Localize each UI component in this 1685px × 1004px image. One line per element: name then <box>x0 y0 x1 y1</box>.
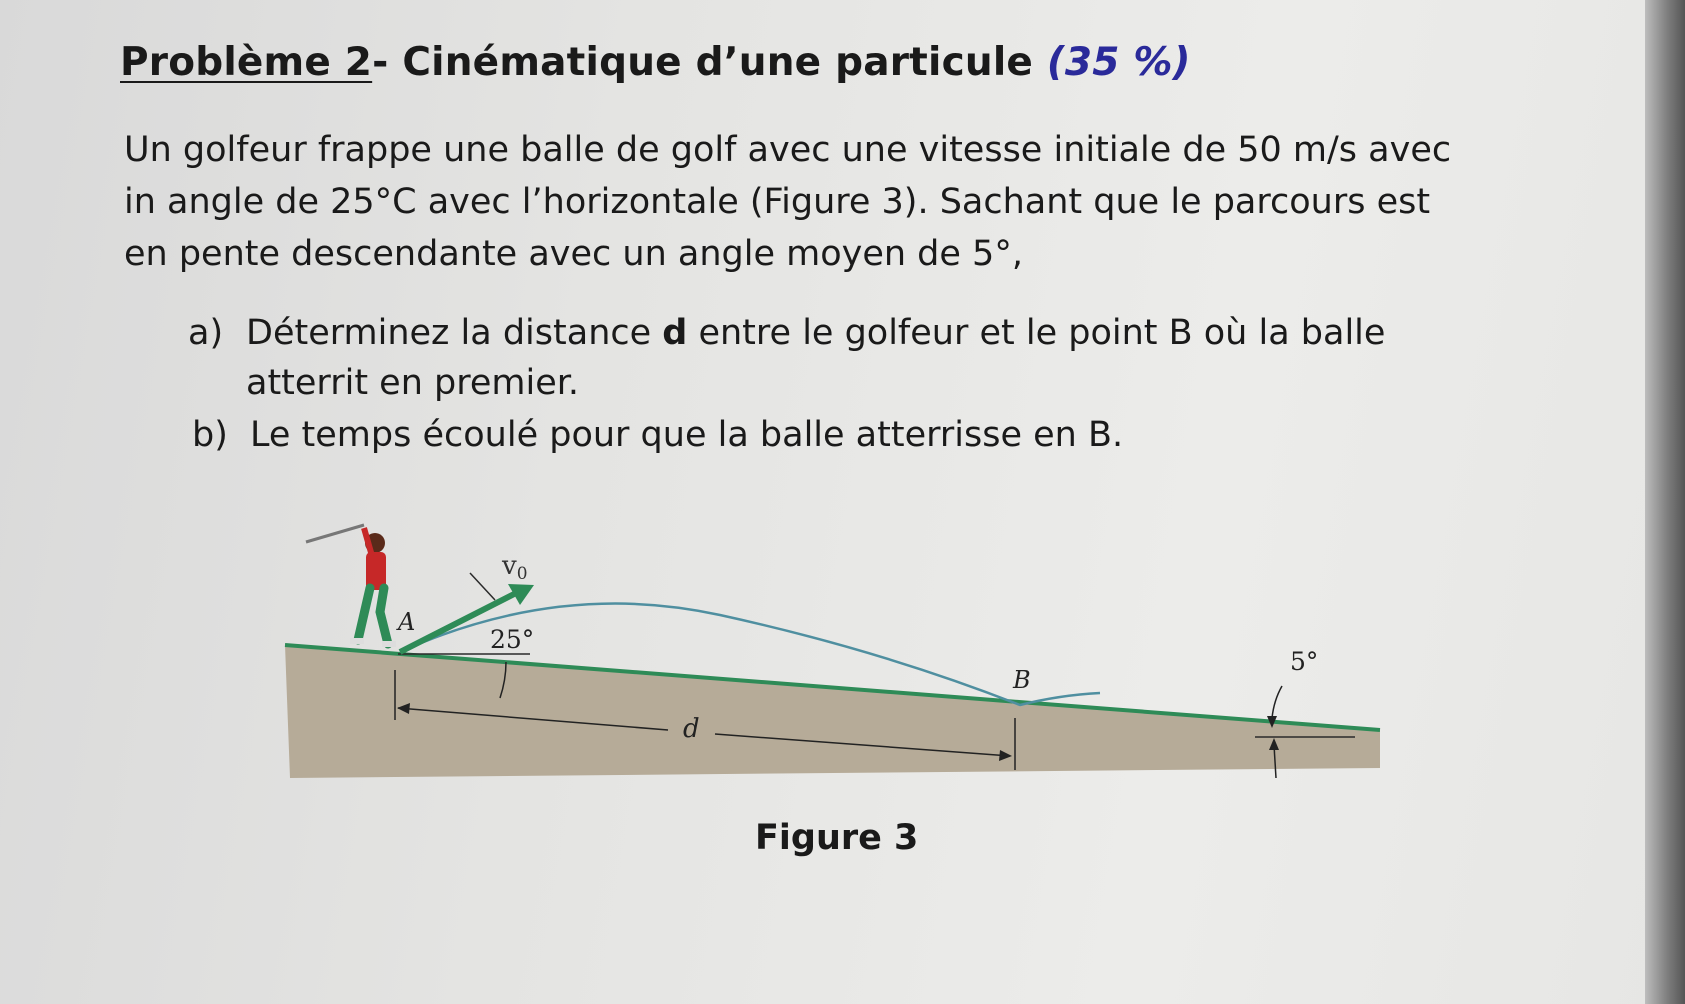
question-b-label: b) <box>192 415 228 455</box>
golfer-figure <box>306 525 396 647</box>
golf-club <box>306 525 364 542</box>
launch-angle-label: 25° <box>490 625 535 654</box>
problem-title: - Cinématique d’une particule <box>372 40 1047 85</box>
question-a-text-end: entre le golfeur et le point B où la balle <box>687 313 1386 353</box>
distance-label: d <box>683 714 700 744</box>
point-b-label: B <box>1013 666 1031 694</box>
point-a-label: A <box>398 608 416 636</box>
question-b-text: Le temps écoulé pour que la balle atterrisse en B. <box>250 415 1124 455</box>
golfer-arm <box>364 528 372 556</box>
question-a-continuation: atterrit en premier. <box>246 363 580 403</box>
problem-weight: (35 %) <box>1046 40 1191 85</box>
question-a-variable: d <box>662 313 688 353</box>
velocity-label-pointer <box>470 573 495 600</box>
statement-line-3: en pente descendante avec un angle moyen de 5°, <box>124 234 1023 274</box>
golfer-legs <box>358 588 388 644</box>
problem-number: Problème 2 <box>120 40 373 85</box>
figure-caption: Figure 3 <box>755 818 919 858</box>
slope-angle-label: 5° <box>1290 647 1319 676</box>
question-a-label: a) <box>188 313 224 353</box>
velocity-label: v0 <box>502 551 528 584</box>
golfer-shoe-right <box>382 641 396 647</box>
statement-line-1: Un golfeur frappe une balle de golf avec une vitesse initiale de 50 m/s avec <box>124 130 1452 170</box>
slope-angle-arc <box>1272 686 1282 718</box>
golfer-shoe-left <box>350 638 364 644</box>
statement-line-2: in angle de 25°C avec l’horizontale (Figure 3). Sachant que le parcours est <box>124 182 1431 222</box>
question-a-text-start: Déterminez la distance <box>246 313 663 353</box>
